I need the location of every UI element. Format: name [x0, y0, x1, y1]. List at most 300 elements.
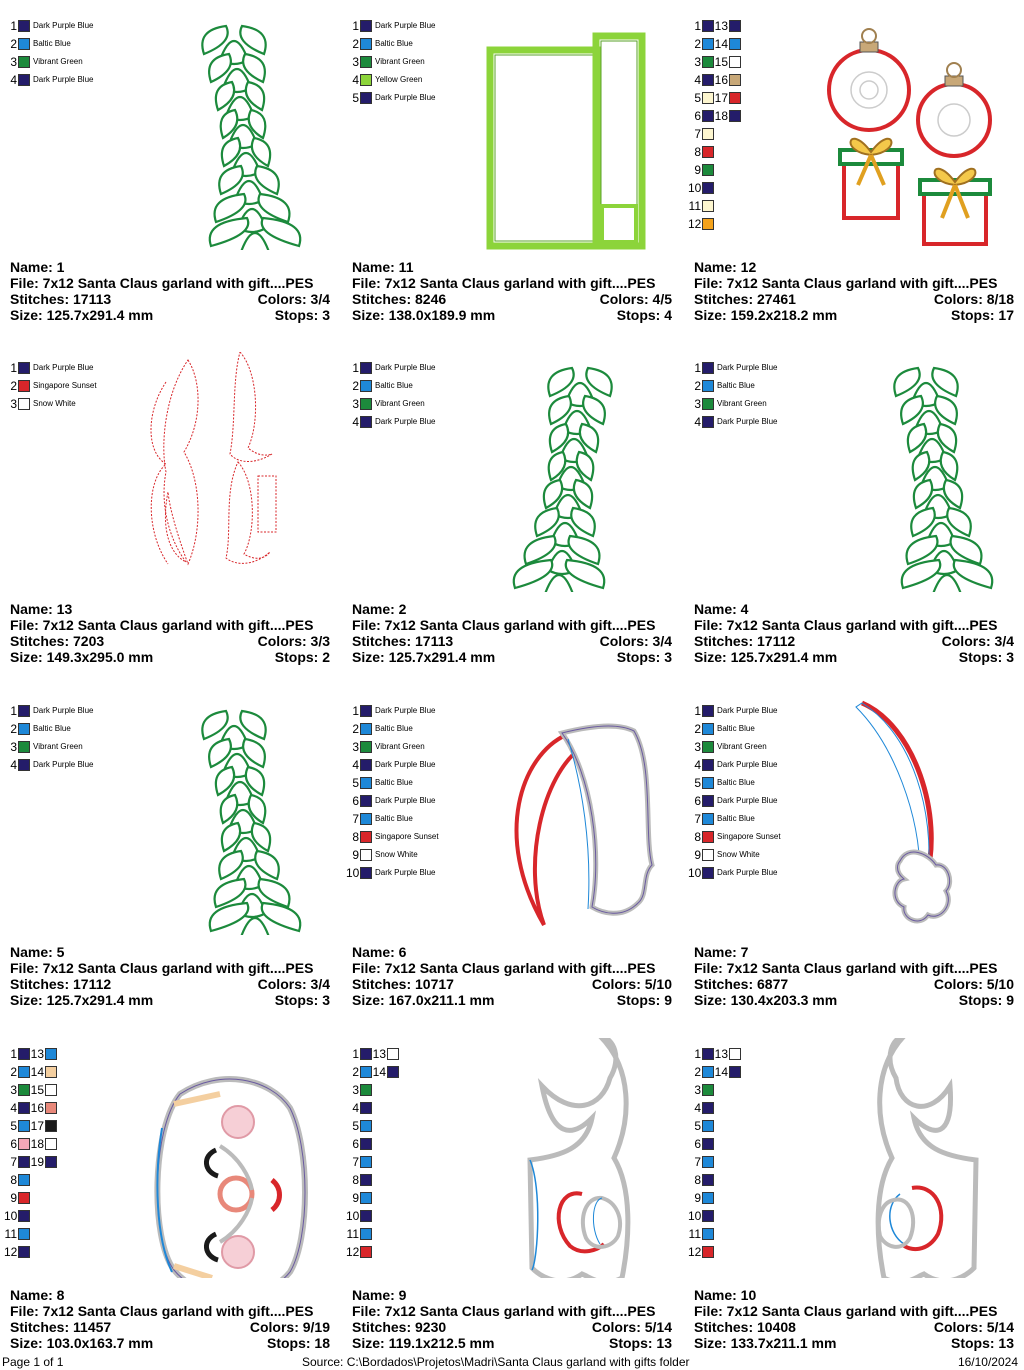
stitch-count: Stitches: 9230 [352, 1319, 447, 1335]
legend-number: 1 [352, 361, 359, 375]
color-legend [346, 19, 496, 239]
legend-entry [346, 1137, 372, 1151]
legend-number: 5 [352, 776, 359, 790]
legend-number: 1 [694, 704, 701, 718]
thread-swatch [702, 164, 714, 176]
legend-entry [688, 37, 714, 51]
legend-number: 11 [346, 1227, 359, 1241]
legend-entry [346, 722, 413, 736]
thread-swatch [360, 380, 372, 392]
design-size: Size: 138.0x189.9 mm [352, 307, 496, 323]
stitch-color-row [10, 1319, 330, 1335]
legend-number: 4 [694, 415, 701, 429]
thread-swatch [360, 723, 372, 735]
legend-entry [688, 73, 714, 87]
legend-entry [688, 379, 755, 393]
legend-entry [346, 1209, 372, 1223]
legend-number: 12 [688, 217, 702, 231]
legend-number: 4 [352, 758, 359, 772]
thread-name: Vibrant Green [375, 399, 425, 408]
legend-entry [4, 1245, 30, 1259]
legend-number: 1 [10, 361, 17, 375]
thread-name: Baltic Blue [717, 814, 755, 823]
thread-name: Baltic Blue [717, 778, 755, 787]
thread-swatch [702, 182, 714, 194]
legend-number: 7 [10, 1155, 17, 1169]
thread-swatch [702, 1174, 714, 1186]
legend-number: 1 [694, 19, 701, 33]
thread-swatch [18, 1138, 30, 1150]
design-info [694, 601, 1014, 665]
design-info [10, 944, 330, 1008]
legend-entry [346, 866, 435, 880]
thread-name: Dark Purple Blue [375, 796, 436, 805]
color-legend [688, 19, 838, 239]
thread-name: Dark Purple Blue [717, 363, 778, 372]
legend-entry [714, 1047, 741, 1061]
legend-entry [346, 758, 435, 772]
legend-entry [346, 73, 422, 87]
embroidery-preview [824, 1038, 1024, 1278]
legend-entry [688, 109, 714, 123]
legend-entry [714, 1065, 741, 1079]
thread-swatch [702, 705, 714, 717]
design-name: Name: 11 [352, 259, 414, 275]
thread-name: Vibrant Green [717, 399, 767, 408]
legend-number: 8 [352, 1173, 359, 1187]
design-name: Name: 12 [694, 259, 757, 275]
legend-entry [4, 37, 71, 51]
stop-count: Stops: 9 [616, 992, 672, 1008]
design-card [684, 1028, 1024, 1370]
legend-number: 4 [352, 73, 359, 87]
design-info [352, 1287, 672, 1351]
design-file: File: 7x12 Santa Claus garland with gift....PES [694, 275, 998, 291]
thread-swatch [702, 1102, 714, 1114]
size-stop-row [694, 992, 1014, 1008]
design-file: File: 7x12 Santa Claus garland with gift....PES [352, 1303, 656, 1319]
color-legend [688, 704, 838, 924]
design-card [342, 1028, 682, 1370]
embroidery-preview [824, 10, 1024, 250]
legend-number: 1 [10, 1047, 17, 1061]
design-info [10, 259, 330, 323]
legend-number: 4 [10, 758, 17, 772]
thread-swatch [45, 1048, 57, 1060]
stitch-count: Stitches: 7203 [10, 633, 105, 649]
stop-count: Stops: 18 [266, 1335, 330, 1351]
legend-entry [688, 91, 714, 105]
legend-entry [346, 740, 425, 754]
thread-swatch [360, 705, 372, 717]
stitch-count: Stitches: 11457 [10, 1319, 112, 1335]
color-count: Colors: 8/18 [933, 291, 1014, 307]
legend-entry [346, 37, 413, 51]
color-legend [688, 361, 838, 581]
legend-entry [688, 55, 714, 69]
stitch-color-row [352, 976, 672, 992]
design-size: Size: 159.2x218.2 mm [694, 307, 838, 323]
legend-entry [346, 1155, 372, 1169]
thread-swatch [360, 398, 372, 410]
thread-swatch [360, 1048, 372, 1060]
design-size: Size: 167.0x211.1 mm [352, 992, 495, 1008]
legend-entry [714, 55, 741, 69]
thread-swatch [702, 723, 714, 735]
legend-entry [346, 1119, 372, 1133]
legend-entry [346, 1173, 372, 1187]
design-card [684, 685, 1024, 1027]
legend-number: 9 [694, 163, 701, 177]
color-count: Colors: 3/3 [257, 633, 330, 649]
legend-entry [688, 704, 777, 718]
legend-entry [346, 848, 418, 862]
legend-number: 10 [688, 866, 702, 880]
thread-swatch [729, 110, 741, 122]
legend-entry [30, 1065, 57, 1079]
legend-number: 2 [694, 379, 701, 393]
legend-number: 4 [352, 1101, 359, 1115]
legend-entry [4, 1209, 30, 1223]
thread-swatch [702, 759, 714, 771]
design-size: Size: 125.7x291.4 mm [10, 992, 154, 1008]
size-stop-row [10, 307, 330, 323]
thread-swatch [702, 1084, 714, 1096]
thread-swatch [387, 1066, 399, 1078]
thread-swatch [702, 777, 714, 789]
thread-name: Dark Purple Blue [375, 21, 436, 30]
legend-entry [346, 397, 425, 411]
color-count: Colors: 5/14 [591, 1319, 672, 1335]
legend-entry [688, 1155, 714, 1169]
stop-count: Stops: 13 [608, 1335, 672, 1351]
thread-swatch [18, 1156, 30, 1168]
thread-swatch [360, 362, 372, 374]
stop-count: Stops: 3 [958, 649, 1014, 665]
legend-entry [688, 812, 755, 826]
legend-number: 3 [694, 740, 701, 754]
thread-swatch [360, 813, 372, 825]
legend-entry [4, 19, 93, 33]
thread-swatch [702, 813, 714, 825]
legend-entry [688, 1227, 714, 1241]
legend-number: 15 [30, 1083, 44, 1097]
legend-entry [688, 361, 777, 375]
design-size: Size: 119.1x212.5 mm [352, 1335, 495, 1351]
thread-name: Dark Purple Blue [33, 363, 94, 372]
legend-number: 16 [714, 73, 728, 87]
thread-name: Baltic Blue [33, 39, 71, 48]
legend-entry [346, 361, 435, 375]
legend-number: 6 [10, 1137, 17, 1151]
legend-number: 1 [352, 1047, 359, 1061]
legend-number: 2 [694, 722, 701, 736]
thread-swatch [18, 759, 30, 771]
design-size: Size: 125.7x291.4 mm [352, 649, 496, 665]
legend-number: 17 [30, 1119, 44, 1133]
embroidery-preview [140, 1038, 340, 1278]
thread-name: Singapore Sunset [375, 832, 439, 841]
legend-number: 10 [688, 181, 702, 195]
legend-entry [688, 1065, 714, 1079]
thread-name: Baltic Blue [375, 39, 413, 48]
legend-number: 10 [346, 1209, 360, 1223]
legend-number: 1 [694, 1047, 701, 1061]
thread-swatch [360, 795, 372, 807]
size-stop-row [10, 992, 330, 1008]
thread-swatch [18, 1210, 30, 1222]
legend-entry [688, 397, 767, 411]
legend-entry [4, 1047, 30, 1061]
legend-number: 18 [714, 109, 728, 123]
color-legend [4, 19, 154, 239]
thread-name: Dark Purple Blue [33, 706, 94, 715]
thread-swatch [45, 1066, 57, 1078]
thread-swatch [387, 1048, 399, 1060]
thread-swatch [18, 1102, 30, 1114]
design-card [0, 685, 340, 1027]
thread-swatch [702, 200, 714, 212]
color-legend [4, 361, 154, 581]
thread-name: Dark Purple Blue [717, 760, 778, 769]
thread-swatch [360, 56, 372, 68]
legend-entry [346, 379, 413, 393]
thread-swatch [360, 1192, 372, 1204]
thread-swatch [702, 867, 714, 879]
legend-number: 5 [694, 1119, 701, 1133]
thread-swatch [45, 1084, 57, 1096]
embroidery-preview [482, 695, 682, 935]
thread-swatch [729, 92, 741, 104]
legend-number: 4 [694, 73, 701, 87]
legend-number: 11 [688, 1227, 701, 1241]
thread-swatch [18, 1246, 30, 1258]
legend-entry [4, 1227, 30, 1241]
design-file: File: 7x12 Santa Claus garland with gift....PES [694, 960, 998, 976]
legend-number: 4 [10, 73, 17, 87]
thread-swatch [360, 1084, 372, 1096]
stop-count: Stops: 9 [958, 992, 1014, 1008]
design-file: File: 7x12 Santa Claus garland with gift....PES [10, 960, 314, 976]
thread-swatch [702, 380, 714, 392]
legend-number: 13 [30, 1047, 44, 1061]
design-card [342, 342, 682, 684]
thread-swatch [702, 1210, 714, 1222]
color-count: Colors: 3/4 [599, 633, 672, 649]
legend-number: 10 [346, 866, 360, 880]
color-count: Colors: 4/5 [599, 291, 672, 307]
color-count: Colors: 3/4 [257, 291, 330, 307]
size-stop-row [694, 649, 1014, 665]
thread-swatch [702, 110, 714, 122]
stitch-color-row [694, 1319, 1014, 1335]
design-file: File: 7x12 Santa Claus garland with gift....PES [10, 617, 314, 633]
page-number: Page 1 of 1 [2, 1355, 64, 1369]
legend-entry [688, 1047, 714, 1061]
design-file: File: 7x12 Santa Claus garland with gift....PES [10, 275, 314, 291]
legend-entry [346, 1227, 372, 1241]
stitch-color-row [694, 633, 1014, 649]
legend-number: 16 [30, 1101, 44, 1115]
stop-count: Stops: 3 [274, 992, 330, 1008]
legend-number: 2 [10, 379, 17, 393]
legend-number: 1 [10, 704, 17, 718]
legend-entry [688, 1083, 714, 1097]
thread-swatch [702, 1138, 714, 1150]
legend-number: 2 [10, 37, 17, 51]
thread-name: Singapore Sunset [33, 381, 97, 390]
legend-entry [346, 1083, 372, 1097]
thread-name: Baltic Blue [717, 381, 755, 390]
thread-swatch [18, 1066, 30, 1078]
legend-number: 5 [694, 91, 701, 105]
legend-entry [30, 1101, 57, 1115]
stop-count: Stops: 4 [616, 307, 672, 323]
thread-swatch [702, 38, 714, 50]
legend-number: 1 [352, 19, 359, 33]
legend-number: 19 [30, 1155, 44, 1169]
legend-entry [688, 776, 755, 790]
thread-swatch [45, 1156, 57, 1168]
legend-entry [688, 163, 714, 177]
design-file: File: 7x12 Santa Claus garland with gift....PES [352, 617, 656, 633]
legend-entry [688, 1245, 714, 1259]
design-size: Size: 149.3x295.0 mm [10, 649, 154, 665]
legend-entry [688, 145, 714, 159]
thread-swatch [18, 741, 30, 753]
legend-number: 2 [352, 1065, 359, 1079]
legend-number: 9 [10, 1191, 17, 1205]
stitch-count: Stitches: 17113 [352, 633, 454, 649]
thread-swatch [360, 416, 372, 428]
legend-entry [4, 740, 83, 754]
embroidery-preview [824, 352, 1024, 592]
legend-entry [688, 1173, 714, 1187]
size-stop-row [352, 1335, 672, 1351]
design-file: File: 7x12 Santa Claus garland with gift....PES [352, 960, 656, 976]
thread-name: Dark Purple Blue [375, 363, 436, 372]
thread-swatch [729, 56, 741, 68]
legend-entry [4, 1137, 30, 1151]
thread-swatch [702, 362, 714, 374]
thread-swatch [360, 38, 372, 50]
legend-number: 8 [10, 1173, 17, 1187]
thread-swatch [360, 1174, 372, 1186]
legend-number: 2 [352, 379, 359, 393]
legend-number: 6 [694, 1137, 701, 1151]
legend-number: 1 [694, 361, 701, 375]
size-stop-row [10, 1335, 330, 1351]
embroidery-preview [482, 10, 682, 250]
thread-swatch [360, 831, 372, 843]
legend-entry [4, 73, 93, 87]
legend-number: 6 [352, 1137, 359, 1151]
legend-number: 4 [694, 1101, 701, 1115]
legend-number: 5 [694, 776, 701, 790]
thread-swatch [702, 741, 714, 753]
legend-number: 2 [352, 722, 359, 736]
legend-number: 17 [714, 91, 728, 105]
page-footer [0, 1354, 1024, 1370]
stitch-count: Stitches: 6877 [694, 976, 789, 992]
design-file: File: 7x12 Santa Claus garland with gift....PES [694, 617, 998, 633]
stitch-color-row [694, 291, 1014, 307]
design-info [694, 259, 1014, 323]
design-info [10, 1287, 330, 1351]
thread-name: Baltic Blue [717, 724, 755, 733]
thread-name: Vibrant Green [717, 742, 767, 751]
thread-swatch [702, 1048, 714, 1060]
legend-entry [346, 415, 435, 429]
design-size: Size: 125.7x291.4 mm [694, 649, 838, 665]
stitch-color-row [694, 976, 1014, 992]
stitch-color-row [10, 976, 330, 992]
stitch-count: Stitches: 8246 [352, 291, 447, 307]
thread-swatch [360, 849, 372, 861]
legend-number: 7 [352, 812, 359, 826]
design-info [352, 259, 672, 323]
design-name: Name: 5 [10, 944, 65, 960]
thread-swatch [18, 20, 30, 32]
legend-entry [688, 1137, 714, 1151]
thread-name: Vibrant Green [33, 742, 83, 751]
thread-swatch [18, 380, 30, 392]
legend-number: 2 [694, 1065, 701, 1079]
thread-swatch [360, 92, 372, 104]
legend-entry [4, 1119, 30, 1133]
thread-swatch [702, 398, 714, 410]
legend-number: 3 [10, 55, 17, 69]
legend-entry [346, 1191, 372, 1205]
thread-swatch [702, 1246, 714, 1258]
design-card [342, 0, 682, 342]
thread-swatch [360, 74, 372, 86]
legend-number: 9 [352, 848, 359, 862]
thread-swatch [729, 1066, 741, 1078]
legend-entry [4, 1173, 30, 1187]
stitch-color-row [10, 633, 330, 649]
design-name: Name: 9 [352, 1287, 407, 1303]
thread-swatch [45, 1102, 57, 1114]
legend-number: 14 [30, 1065, 44, 1079]
legend-number: 10 [4, 1209, 18, 1223]
legend-number: 3 [694, 397, 701, 411]
legend-entry [4, 397, 76, 411]
design-name: Name: 8 [10, 1287, 65, 1303]
legend-number: 7 [694, 812, 701, 826]
size-stop-row [352, 307, 672, 323]
print-date: 16/10/2024 [957, 1355, 1018, 1369]
legend-number: 3 [10, 397, 17, 411]
color-legend [346, 704, 496, 924]
legend-number: 9 [694, 848, 701, 862]
thread-swatch [702, 218, 714, 230]
thread-name: Dark Purple Blue [375, 93, 436, 102]
embroidery-preview [140, 352, 340, 592]
stitch-count: Stitches: 17112 [10, 976, 112, 992]
legend-entry [688, 181, 714, 195]
thread-name: Dark Purple Blue [717, 868, 778, 877]
thread-swatch [360, 741, 372, 753]
thread-swatch [18, 1120, 30, 1132]
legend-number: 2 [352, 37, 359, 51]
legend-number: 12 [4, 1245, 18, 1259]
legend-entry [372, 1065, 399, 1079]
legend-entry [4, 704, 93, 718]
legend-number: 8 [352, 830, 359, 844]
legend-number: 1 [352, 704, 359, 718]
design-info [694, 1287, 1014, 1351]
